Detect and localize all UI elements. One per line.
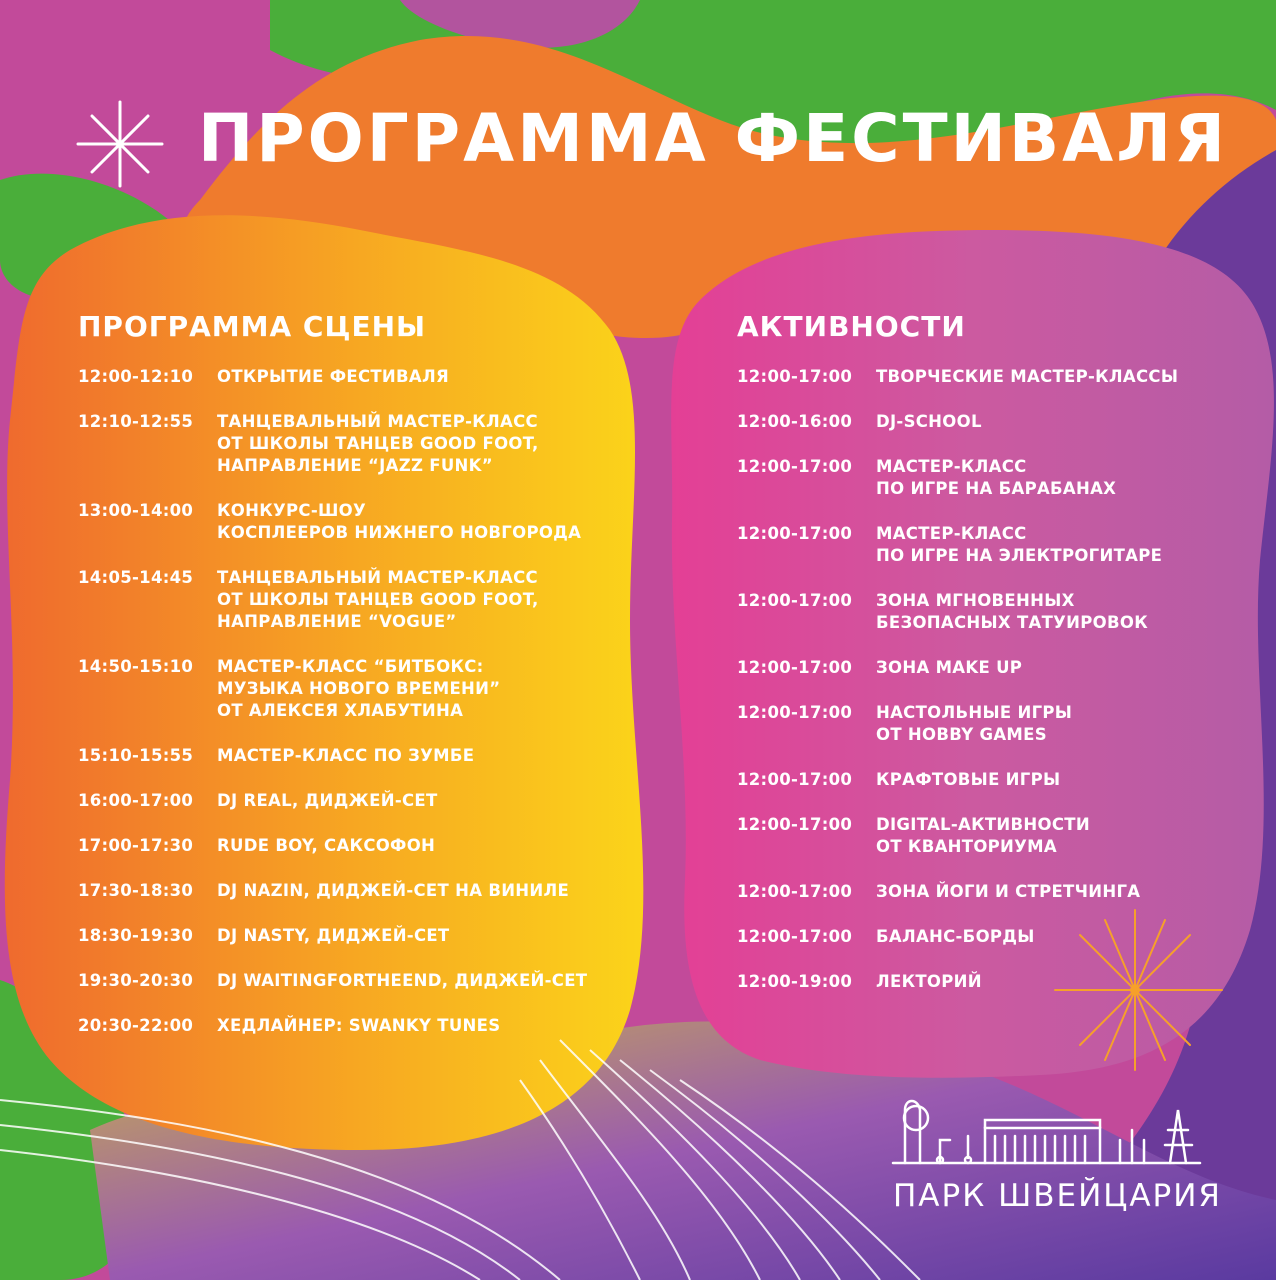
schedule-row bbox=[78, 925, 587, 947]
schedule-row bbox=[78, 970, 587, 992]
schedule-time: 14:50-15:10 bbox=[78, 657, 194, 676]
schedule-event: DJ-SCHOOL bbox=[876, 412, 982, 431]
schedule-row bbox=[78, 880, 587, 902]
schedule-event: МАСТЕР-КЛАСС ПО ИГРЕ НА БАРАБАНАХ bbox=[876, 457, 1117, 498]
schedule-time: 12:00-17:00 bbox=[737, 524, 853, 543]
schedule-time: 19:30-20:30 bbox=[78, 971, 194, 990]
schedule-time: 12:00-17:00 bbox=[737, 591, 853, 610]
schedule-event: ЛЕКТОРИЙ bbox=[876, 972, 982, 991]
schedule-time: 13:00-14:00 bbox=[78, 501, 194, 520]
schedule-time: 12:00-17:00 bbox=[737, 770, 853, 789]
schedule-row bbox=[78, 790, 587, 812]
schedule-time: 12:00-17:00 bbox=[737, 927, 853, 946]
schedule-row bbox=[737, 702, 1178, 746]
schedule-row bbox=[737, 366, 1178, 388]
schedule-event: DJ NAZIN, ДИДЖЕЙ-СЕТ НА ВИНИЛЕ bbox=[217, 881, 570, 900]
schedule-event: DJ REAL, ДИДЖЕЙ-СЕТ bbox=[217, 791, 438, 810]
schedule-event: DIGITAL-АКТИВНОСТИ ОТ КВАНТОРИУМА bbox=[876, 815, 1090, 856]
schedule-time: 14:05-14:45 bbox=[78, 568, 194, 587]
schedule-time: 12:00-17:00 bbox=[737, 457, 853, 476]
schedule-row bbox=[737, 814, 1178, 858]
schedule-event: БАЛАНС-БОРДЫ bbox=[876, 927, 1035, 946]
schedule-row bbox=[78, 835, 587, 857]
schedule-event: ТАНЦЕВАЛЬНЫЙ МАСТЕР-КЛАСС ОТ ШКОЛЫ ТАНЦЕВ GOOD FOOT, НАПРАВЛЕНИЕ “JAZZ FUNK” bbox=[217, 412, 539, 475]
schedule-row bbox=[737, 657, 1178, 679]
schedule-row bbox=[78, 745, 587, 767]
schedule-event: RUDE BOY, САКСОФОН bbox=[217, 836, 436, 855]
schedule-time: 16:00-17:00 bbox=[78, 791, 194, 810]
schedule-event: МАСТЕР-КЛАСС ПО ЗУМБЕ bbox=[217, 746, 475, 765]
stage-schedule-list bbox=[78, 366, 587, 1060]
schedule-event: ОТКРЫТИЕ ФЕСТИВАЛЯ bbox=[217, 367, 450, 386]
activities-section-title: АКТИВНОСТИ bbox=[737, 310, 966, 343]
schedule-time: 18:30-19:30 bbox=[78, 926, 194, 945]
schedule-time: 15:10-15:55 bbox=[78, 746, 194, 765]
schedule-row bbox=[78, 500, 587, 544]
schedule-event: ЗОНА ЙОГИ И СТРЕТЧИНГА bbox=[876, 882, 1141, 901]
schedule-row bbox=[737, 456, 1178, 500]
schedule-row bbox=[737, 590, 1178, 634]
schedule-time: 12:00-12:10 bbox=[78, 367, 194, 386]
schedule-event: ХЕДЛАЙНЕР: SWANKY TUNES bbox=[217, 1016, 501, 1035]
schedule-row bbox=[78, 1015, 587, 1037]
schedule-row bbox=[78, 567, 587, 633]
schedule-row bbox=[78, 366, 587, 388]
stage-section-title: ПРОГРАММА СЦЕНЫ bbox=[78, 310, 427, 343]
schedule-time: 12:00-17:00 bbox=[737, 703, 853, 722]
schedule-event: ТАНЦЕВАЛЬНЫЙ МАСТЕР-КЛАСС ОТ ШКОЛЫ ТАНЦЕВ GOOD FOOT, НАПРАВЛЕНИЕ “VOGUE” bbox=[217, 568, 539, 631]
schedule-event: ТВОРЧЕСКИЕ МАСТЕР-КЛАССЫ bbox=[876, 367, 1179, 386]
schedule-time: 12:00-16:00 bbox=[737, 412, 853, 431]
schedule-time: 12:00-17:00 bbox=[737, 815, 853, 834]
schedule-event: DJ NASTY, ДИДЖЕЙ-СЕТ bbox=[217, 926, 450, 945]
schedule-time: 12:00-17:00 bbox=[737, 658, 853, 677]
schedule-time: 12:10-12:55 bbox=[78, 412, 194, 431]
schedule-event: ЗОНА МГНОВЕННЫХ БЕЗОПАСНЫХ ТАТУИРОВОК bbox=[876, 591, 1148, 632]
schedule-time: 12:00-17:00 bbox=[737, 367, 853, 386]
park-logo-name: ПАРК ШВЕЙЦАРИЯ bbox=[893, 1178, 1222, 1214]
schedule-time: 20:30-22:00 bbox=[78, 1016, 194, 1035]
schedule-event: МАСТЕР-КЛАСС ПО ИГРЕ НА ЭЛЕКТРОГИТАРЕ bbox=[876, 524, 1163, 565]
schedule-row bbox=[737, 926, 1178, 948]
schedule-event: КРАФТОВЫЕ ИГРЫ bbox=[876, 770, 1061, 789]
schedule-time: 12:00-17:00 bbox=[737, 882, 853, 901]
schedule-row bbox=[737, 523, 1178, 567]
schedule-row bbox=[737, 971, 1178, 993]
schedule-event: КОНКУРС-ШОУ КОСПЛЕЕРОВ НИЖНЕГО НОВГОРОДА bbox=[217, 501, 582, 542]
schedule-time: 17:00-17:30 bbox=[78, 836, 194, 855]
schedule-row bbox=[737, 881, 1178, 903]
schedule-time: 12:00-19:00 bbox=[737, 972, 853, 991]
schedule-row bbox=[78, 656, 587, 722]
schedule-row bbox=[78, 411, 587, 477]
schedule-event: ЗОНА MAKE UP bbox=[876, 658, 1023, 677]
schedule-row bbox=[737, 411, 1178, 433]
schedule-time: 17:30-18:30 bbox=[78, 881, 194, 900]
schedule-event: МАСТЕР-КЛАСС “БИТБОКС: МУЗЫКА НОВОГО ВРЕМЕНИ” ОТ АЛЕКСЕЯ ХЛАБУТИНА bbox=[217, 657, 501, 720]
schedule-row bbox=[737, 769, 1178, 791]
page-title: ПРОГРАММА ФЕСТИВАЛЯ bbox=[198, 100, 1228, 177]
schedule-event: НАСТОЛЬНЫЕ ИГРЫ ОТ HOBBY GAMES bbox=[876, 703, 1073, 744]
schedule-event: DJ WAITINGFORTHEEND, ДИДЖЕЙ-СЕТ bbox=[217, 971, 588, 990]
activities-schedule-list bbox=[737, 366, 1178, 1016]
